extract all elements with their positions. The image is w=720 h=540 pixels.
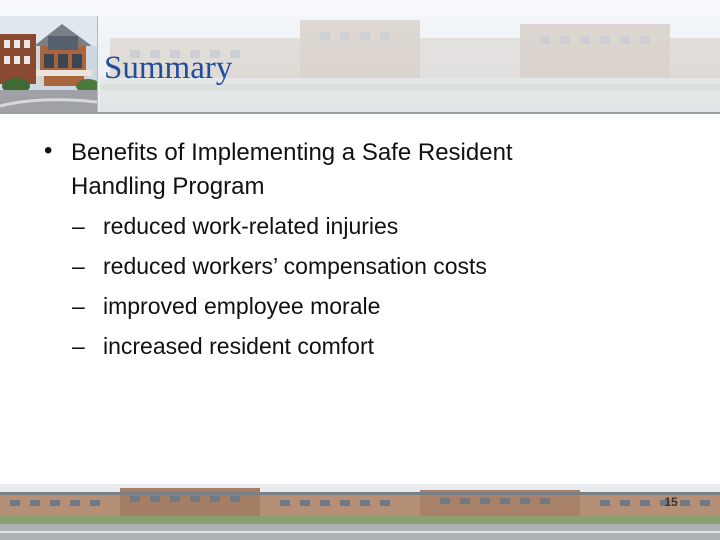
sub-item-text: reduced workers’ compensation costs bbox=[103, 253, 487, 279]
list-item bbox=[72, 288, 632, 328]
footer-banner bbox=[0, 484, 720, 540]
dash-marker: – bbox=[72, 333, 85, 359]
bullet-marker: • bbox=[44, 137, 53, 164]
list-item bbox=[72, 328, 632, 368]
sub-item-text: increased resident comfort bbox=[103, 333, 375, 359]
dash-marker: – bbox=[72, 253, 85, 279]
sub-bullet-list bbox=[72, 208, 632, 368]
dash-marker: – bbox=[72, 213, 85, 239]
sub-item-text: improved employee morale bbox=[103, 293, 381, 319]
page-number: 15 bbox=[664, 495, 678, 509]
list-item bbox=[72, 248, 632, 288]
slide-title: Summary bbox=[104, 50, 233, 86]
sub-item-text: reduced work-related injuries bbox=[103, 213, 399, 239]
dash-marker: – bbox=[72, 293, 85, 319]
list-item bbox=[72, 208, 632, 248]
bullet-text: Benefits of Implementing a Safe Resident Handling Program bbox=[71, 139, 513, 200]
building-panorama-icon bbox=[0, 484, 720, 540]
